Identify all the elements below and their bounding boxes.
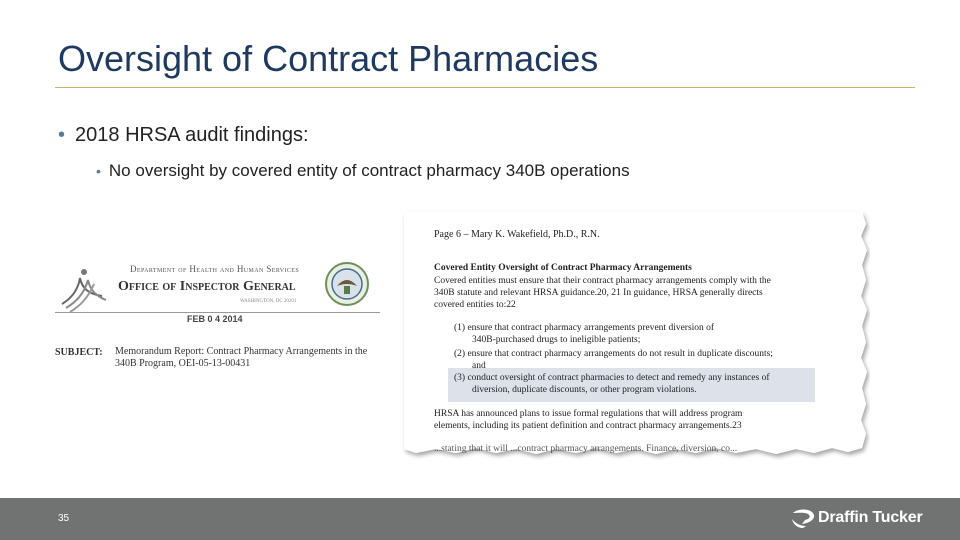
intro-line: 340B statute and relevant HRSA guidance.20, 21 In guidance, HRSA generally directs [434, 288, 763, 298]
list-item: 340B-purchased drugs to ineligible patients; [472, 335, 641, 345]
letterhead-rule [55, 312, 380, 313]
brand-name: Draffin Tucker [818, 509, 923, 526]
hhs-eagle-logo-icon [58, 264, 110, 314]
section-title: Covered Entity Oversight of Contract Pharmacy Arrangements [434, 263, 692, 273]
slide-footer [0, 498, 960, 540]
intro-line: Covered entities must ensure that their contract pharmacy arrangements comply with the [434, 276, 771, 286]
subject-line: Memorandum Report: Contract Pharmacy Arrangements in the [115, 346, 368, 357]
department-name: Department of Health and Human Services [130, 264, 300, 274]
bullet-level-1 [58, 124, 309, 147]
list-item: diversion, duplicate discounts, or other program violations. [472, 385, 697, 395]
subject-line: 340B Program, OEI-05-13-00431 [115, 358, 251, 369]
page-header: Page 6 – Mary K. Wakefield, Ph.D., R.N. [434, 229, 600, 240]
list-item: (3) conduct oversight of contract pharmacies to detect and remedy any instances of [454, 373, 770, 383]
bullet-level-1-text: 2018 HRSA audit findings: [75, 124, 309, 146]
closing-line: elements, including its patient definition and contract pharmacy arrangements.23 [434, 421, 742, 431]
bullet-level-2 [96, 161, 630, 181]
subject-text [115, 346, 385, 370]
bullet-dot-icon: • [58, 124, 66, 146]
list-item: (2) ensure that contract pharmacy arrangements do not result in duplicate discounts; [454, 349, 773, 359]
slide-title: Oversight of Contract Pharmacies [58, 38, 599, 79]
oig-memo-excerpt [50, 250, 385, 380]
subject-label: SUBJECT: [55, 347, 103, 358]
intro-line: covered entities to:22 [434, 300, 516, 310]
date-stamp: FEB 0 4 2014 [187, 314, 243, 324]
list-item: and [472, 361, 486, 371]
office-name: Office of Inspector General [118, 279, 296, 294]
report-page-text [400, 210, 870, 460]
title-divider [55, 87, 915, 88]
closing-line: HRSA has announced plans to issue formal regulations that will address program [434, 409, 743, 419]
cut-off-line: ...stating that it will ...contract pharmacy arrangements. Finance, diversion, co... [434, 444, 738, 454]
report-page-excerpt [400, 210, 870, 460]
office-address: WASHINGTON, DC 20201 [240, 299, 297, 304]
slide-number: 35 [58, 513, 70, 524]
swoosh-icon [790, 507, 816, 529]
bullet-level-2-text: No oversight by covered entity of contract pharmacy 340B operations [108, 161, 630, 180]
list-item: (1) ensure that contract pharmacy arrangements prevent diversion of [454, 323, 715, 333]
bullet-dot-icon: • [96, 163, 101, 179]
oig-seal-icon [325, 262, 369, 306]
